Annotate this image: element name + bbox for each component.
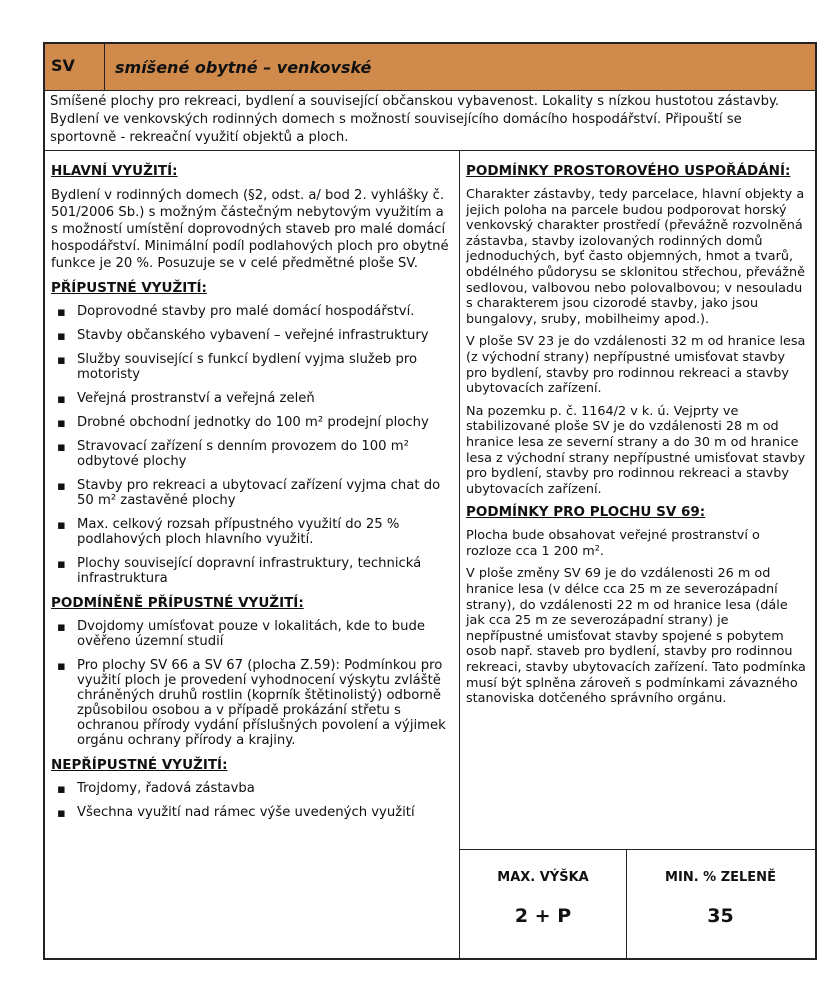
bullet-icon: ▪ [57, 392, 66, 407]
spatial-conditions-paragraph: Na pozemku p. č. 1164/2 v k. ú. Vejprty ve stabilizované ploše SV je do vzdálenosti 28 m od hranice lesa ze severní strany a do 30 m od hranice lesa z východní strany nepřípustné umisťovat stavby pro bydlení, stavby pro rodinnou rekreaci a stavby ubytovacích zařízení. [466, 403, 806, 497]
list-item: ▪ Doprovodné stavby pro malé domácí hospodářství. [57, 304, 415, 320]
list-item: ▪ Stavby pro rekreaci a ubytovací zařízení vyjma chat do 50 m² zastavěné plochy [57, 478, 441, 508]
min-green-value: 35 [707, 905, 734, 927]
list-item: ▪ Všechna využití nad rámec výše uvedených využití [57, 805, 415, 821]
sv69-conditions-paragraph: V ploše změny SV 69 je do vzdálenosti 26 m od hranice lesa (v délce cca 25 m ze severozápadní strany), do vzdálenosti 22 m od hranice lesa (dále jak cca 25 m ze severozápadní strany) je nepřípustné umisťovat stavby spojené s pobytem osob např. staveb pro bydlení, stavby pro rodinnou rekreaci, stavby ubytovacích zařízení. Tato podmínka musí být splněna zároveň s podmínkami závazného stanoviska dotčeného správního orgánu. [466, 566, 806, 707]
list-item: ▪ Max. celkový rozsah přípustného využití do 25 % podlahových ploch hlavního využití. [57, 517, 400, 547]
conditional-use-list [51, 619, 453, 748]
zone-code: SV [45, 44, 105, 90]
bullet-icon: ▪ [57, 440, 66, 455]
bullet-icon: ▪ [57, 659, 66, 674]
main-use-heading: HLAVNÍ VYUŽITÍ: [51, 163, 178, 179]
list-item: ▪ Pro plochy SV 66 a SV 67 (plocha Z.59): Podmínkou pro využití ploch je provedení vyhodnocení výskytu zvláště chráněných druhů rostlin (koprník štětinolistý) odborně způsobilou osobou a v případě prokázání střetu s ochranou přírody vydání příslušných povolení a výjimek orgánu ochrany přírody a krajiny. [57, 658, 446, 748]
bullet-icon: ▪ [57, 305, 66, 320]
permitted-use-list [51, 304, 453, 586]
sv69-conditions-heading: PODMÍNKY PRO PLOCHU SV 69: [466, 504, 706, 521]
bullet-icon: ▪ [57, 479, 66, 494]
conditions-column [460, 151, 815, 849]
bullet-icon: ▪ [57, 329, 66, 344]
list-item: ▪ Služby související s funkcí bydlení vyjma služeb pro motoristy [57, 352, 418, 382]
permitted-use-heading: PŘÍPUSTNÉ VYUŽITÍ: [51, 280, 207, 296]
bullet-icon: ▪ [57, 557, 66, 572]
max-height-cell [460, 850, 627, 959]
list-item: ▪ Stavby občanského vybavení – veřejné infrastruktury [57, 328, 429, 344]
max-height-label: MAX. VÝŠKA [497, 870, 589, 885]
prohibited-use-heading: NEPŘÍPUSTNÉ VYUŽITÍ: [51, 757, 228, 773]
list-item: ▪ Drobné obchodní jednotky do 100 m² prodejní plochy [57, 415, 429, 431]
min-green-label: MIN. % ZELENĚ [665, 870, 776, 885]
table-header [45, 44, 815, 91]
list-item: ▪ Veřejná prostranství a veřejná zeleň [57, 391, 315, 407]
prohibited-use-list [51, 781, 453, 820]
spatial-conditions-paragraph: V ploše SV 23 je do vzdálenosti 32 m od hranice lesa (z východní strany) nepřípustné umisťovat stavby pro bydlení, stavby pro rodinnou rekreaci a stavby ubytovacích zařízení. [466, 334, 806, 397]
spatial-conditions-paragraph: Charakter zástavby, tedy parcelace, hlavní objekty a jejich poloha na parcele budou podporovat horský venkovský charakter prostředí (převážně rozvolněná zástavba, stavby izolovaných rodinných domů jednoduchých, byť často objemných, hmot a tvarů, obdélného půdorysu se sklonitou střechou, převážně sedlovou, valbovou nebo polovalbovou; v nesouladu s charakterem jsou cizorodé stavby, jako jsou bungalovy, sruby, mobilheimy apod.). [466, 187, 805, 327]
zone-description: Smíšené plochy pro rekreaci, bydlení a související občanskou vybavenost. Lokality s nízkou hustotou zástavby. Bydlení ve venkovských rodinných domech s možností souvisejícího domácího hospodářství. Připouští se sportovně - rekreační využití objektů a ploch. [45, 90, 815, 151]
sv69-conditions-paragraph: Plocha bude obsahovat veřejné prostranství o rozloze cca 1 200 m². [466, 528, 760, 559]
bullet-icon: ▪ [57, 353, 66, 368]
conditional-use-heading: PODMÍNĚNĚ PŘÍPUSTNÉ VYUŽITÍ: [51, 595, 304, 611]
main-use-text: Bydlení v rodinných domech (§2, odst. a/ bod 2. vyhlášky č. 501/2006 Sb.) s možným částečným nebytovým využitím a s možností umístění doprovodných staveb pro malé domácí hospodářství. Minimální podíl podlahových ploch pro obytné funkce je 20 %. Posuzuje se v celé předmětné ploše SV. [51, 188, 449, 271]
spatial-conditions-heading: PODMÍNKY PROSTOROVÉHO USPOŘÁDÁNÍ: [466, 163, 791, 179]
bullet-icon: ▪ [57, 518, 66, 533]
limits-table [460, 849, 815, 959]
list-item: ▪ Stravovací zařízení s denním provozem do 100 m² odbytové plochy [57, 439, 409, 469]
bullet-icon: ▪ [57, 620, 66, 635]
zone-title: smíšené obytné – venkovské [115, 58, 372, 77]
bullet-icon: ▪ [57, 782, 66, 797]
list-item: ▪ Plochy související dopravní infrastruktury, technická infrastruktura [57, 556, 422, 586]
usage-column [45, 151, 460, 958]
bullet-icon: ▪ [57, 416, 66, 431]
regulation-table [43, 42, 817, 960]
min-green-cell [626, 850, 815, 959]
list-item: ▪ Dvojdomy umísťovat pouze v lokalitách, kde to bude ověřeno územní studií [57, 619, 425, 649]
max-height-value: 2 + P [514, 905, 572, 927]
list-item: ▪ Trojdomy, řadová zástavba [57, 781, 255, 797]
bullet-icon: ▪ [57, 806, 66, 821]
